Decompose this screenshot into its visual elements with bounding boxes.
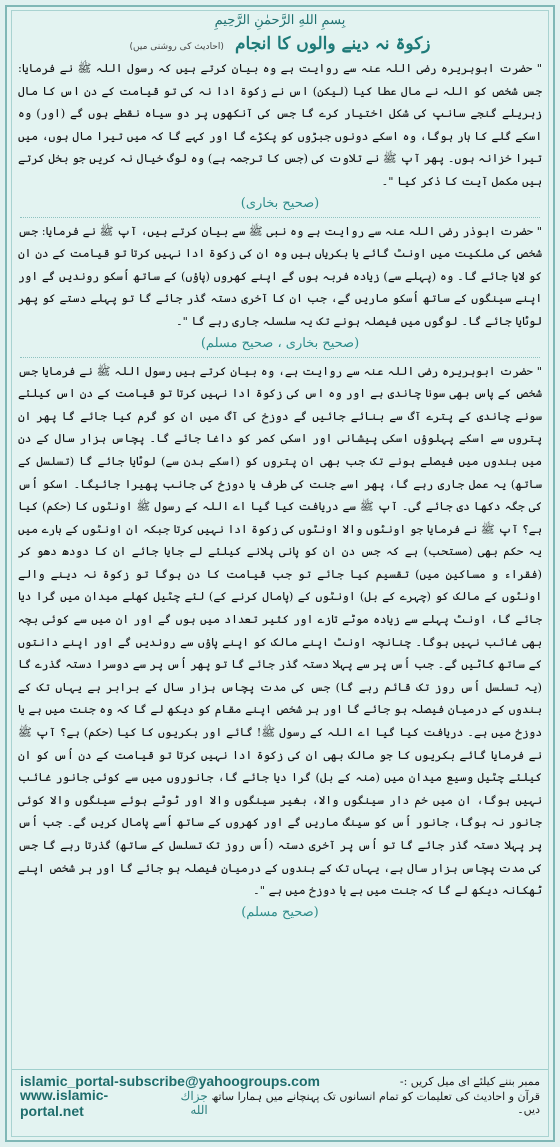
jazak-text: جزاك الله <box>180 1089 208 1117</box>
footer <box>12 1069 548 1136</box>
article-subtitle: (احادیث کی روشنی میں) <box>129 42 224 52</box>
hadith-3-text: " حضرت ابوہریرہ رضی اللہ عنہ سے روایت ہے، وہ بیان کرتے ہیں رسول اللہ ﷺ نے فرمایا جس شخص کے پاس بھی سونا چاندی ہے اور وہ اس کی زکوۃ ادا نہیں کرتا تو قیامت کے دن اس کیلئے سونے چاندی کے پترے آگ سے بنائے جائیں گے دوزخ کی آگ میں ان کو گرم کیا جائے گا پھر ان پتروں سے اسکے پہلوؤں اسکی پیشانی اور اسکی کمر کو داغا جائے گا۔ پچاس ہزار سال کے دن میں بندوں میں فیصلے ہونے تک جب بھی ان پتروں کو (اسکے بدن سے) لوٹایا جائے گا (تسلسل کے ساتھ) یہ عمل جاری رہے گا، پھر اسے جنت کی طرف یا دوزخ کی جانب پھیرا جائیگا۔ اسکو اُس کی جگہ دکھا دی جائے گی۔ آپ ﷺ سے دریافت کیا گیا اے اللہ کے رسول ﷺ اونٹوں کا (حکم) کیا ہے؟ آپ ﷺ نے فرمایا جو اونٹوں والا اونٹوں کی زکوۃ ادا نہیں کرتا جبکہ ان اونٹوں کے بارے میں یہ حکم بھی (مستحب) ہے کہ جس دن ان کو پانی پلانے کیلئے لے جایا جائے ان کا دودھ دھو کر (فقراء و مساکین میں) تقسیم کیا جائے تو جب قیامت کا دن ہوگا تو زکوۃ نہ دینے والے اونٹوں کے مالک کو (چہرے کے بل) اونٹوں کے (پامال کرنے کے) لئے چٹیل کھلے میدان میں گرا دیا جائے گا، اونٹ پہلے سے زیادہ موٹے تازے اور کثیر تعداد میں ہوں گے اور ان میں سے کوئی بچہ بھی غائب نہیں ہوگا۔ چنانچہ اونٹ اپنے مالک کو اپنے پاؤں سے روندیں گے اور اپنے دانتوں کے ساتھ کاٹیں گے۔ جب اُس پر سے پہلا دستہ گذر جائے گا تو پھر اُس پر سے دوسرا دستہ گذرے گا (یہ تسلسل اُس روز تک قائم رہے گا) جس کی مدت پچاس ہزار سال کے برابر ہے یہاں تک کے بندوں کے درمیان فیصلہ ہو جائے گا اور ہر شخص اپنے مقام کو دیکھ لے گا کہ وہ جنت میں ہے یا دوزخ میں ہے۔ دریافت کیا گیا اے اللہ کے رسول ﷺ! گائے اور بکریوں کا کیا (حکم) ہے؟ آپ ﷺ نے فرمایا گائے بکریوں کا جو مالک بھی ان کی زکوۃ ادا نہیں کرتا تو قیامت کے دن اُس کو ان کیلئے چٹیل وسیع میدان میں (منہ کے بل) گرا دیا جائے گا، جانوروں میں سے کوئی جانور غائب نہیں ہوگا، ان میں خم دار سینگوں والا، بغیر سینگوں والا اور ٹوٹے ہوئے سینگوں والا کوئی جانور نہ ہوگا، جانور اُس کو سینگ ماریں گے اور کھروں کے ساتھ اُسے پامال کریں گے۔ جب اُس پر پہلا دستہ گذر جائے گا تو اُس پر آخری دستہ (اُس روز تک تسلسل کے ساتھ) گذرتا رہے گا جس کی مدت پچاس ہزار سال ہے، یہاں تک کے بندوں کے درمیان فیصلہ ہو جائے گا اور ہر شخص اپنے ٹھکانہ دیکھ لے گا کہ جنت میں ہے یا دوزخ میں ہے "۔ <box>18 363 542 898</box>
hadith-2-text: " حضرت ابوذر رضی اللہ عنہ سے روایت ہے وہ نبی ﷺ سے بیان کرتے ہیں، آپ ﷺ نے فرمایا: جس شخص کی ملکیت میں اونٹ گائے یا بکریاں ہیں وہ ان کی زکوۃ ادا نہیں کرتا تو قیامت کے دن ان کو لایا جائے گا۔ وہ (پہلے سے) زیادہ فربہ ہوں گے اپنے کھروں (پاؤں) کے ساتھ اُسکو روندیں گے اور اپنے سینگوں کے ساتھ اُسکو ماریں گے، جب ان کا آخری دستہ گذر جائے گا تو پہلے دستے کو پھر لوٹایا جائے گا۔ لوگوں میں فیصلہ ہونے تک یہ سلسلہ جاری رہے گا "۔ <box>18 223 542 328</box>
divider <box>20 357 540 358</box>
mission-row <box>12 1087 548 1119</box>
subscribe-email-link[interactable]: islamic_portal-subscribe@yahoogroups.com <box>20 1073 320 1089</box>
bismillah: بِسمِ اللهِ الرَّحمٰنِ الرَّحِيمِ <box>214 13 346 28</box>
mission-text: قرآن و احادیث کی تعلیمات کو تمام انسانوں تک پہنچانے میں ہمارا ساتھ دیں۔ <box>211 1090 540 1116</box>
hadith-3-reference: (صحیح مسلم) <box>241 904 319 920</box>
divider <box>20 217 540 218</box>
hadith-2-reference: (صحیح بخاری ، صحیح مسلم) <box>200 335 360 351</box>
hadith-1-reference: (صحیح بخاری) <box>240 195 320 211</box>
page-frame <box>5 5 555 1142</box>
website-link[interactable]: www.islamic-portal.net <box>20 1087 109 1119</box>
article-heading <box>12 31 548 57</box>
subscribe-label: ممبر بننے کیلئے ای میل کریں :- <box>399 1074 540 1088</box>
content-area <box>11 10 549 1137</box>
hadith-1-text: " حضرت ابوہریرہ رضی اللہ عنہ سے روایت ہے وہ بیان کرتے ہیں کہ رسول اللہ ﷺ نے فرمایا: جس شخص کو اللہ نے مال عطا کیا (لیکن) اس نے زکوۃ ادا نہ کی تو قیامت کے دن اس کا مال زہریلے گنجے سانپ کی شکل اختیار کرے گا جس کی آنکھوں پر دو سیاہ نقطے ہوں گے (اور) وہ اسکے گلے کا ہار ہوگا، وہ اسکے دونوں جبڑوں کو پکڑے گا اور کہے گا کہ میں تیرا مال ہوں، میں تیرا خزانہ ہوں۔ پھر آپ ﷺ نے تلاوت کی (جس کا ترجمہ ہے) وہ لوگ خیال نہ کریں جو بخل کرتے ہیں مکمل آیت کا ذکر کیا "۔ <box>18 61 542 188</box>
article-title: زکوۃ نہ دینے والوں کا انجام <box>234 34 431 54</box>
